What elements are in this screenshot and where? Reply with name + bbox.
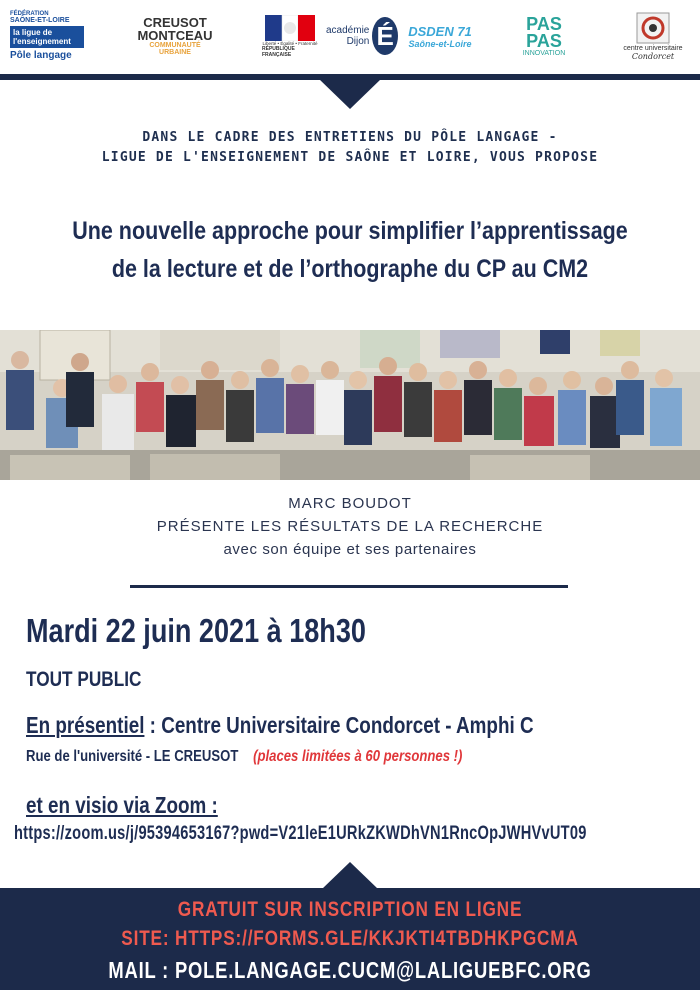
dsden-line1: DSDEN 71 — [408, 23, 472, 39]
footer-mail-link[interactable]: MAIL : POLE.LANGAGE.CUCM@LALIGUEBFC.ORG — [108, 957, 592, 983]
condorcet-logo — [614, 4, 692, 68]
creusot-montceau-logo — [130, 4, 220, 68]
paspas-line3: INNOVATION — [522, 49, 566, 57]
title-line1: Une nouvelle approche pour simplifier l’apprentissage — [72, 217, 628, 245]
footer-notch — [322, 862, 378, 889]
zoom-link[interactable]: https://zoom.us/j/95394653167?pwd=V21leE1URkZKWDhVN1RncOpJWHVvUT09 — [14, 823, 587, 844]
republique-motto: Liberté • Égalité • Fraternité — [262, 40, 318, 46]
group-photo — [0, 330, 700, 480]
speaker-block — [0, 492, 700, 561]
condorcet-line1: centre universitaire — [623, 45, 683, 52]
academie-line2: Dijon — [346, 36, 370, 47]
speaker-name: MARC BOUDOT — [288, 495, 412, 512]
section-divider — [130, 585, 568, 588]
paspas-line2: PAS — [526, 30, 562, 51]
intro-line2: LIGUE DE L'ENSEIGNEMENT DE SAÔNE ET LOIRE, VOUS PROPOSE — [101, 150, 599, 165]
pas-a-pas-logo — [508, 4, 580, 68]
main-title — [49, 212, 651, 288]
ligue-enseignement-logo — [10, 4, 90, 68]
speaker-sub: avec son équipe et ses partenaires — [223, 541, 477, 558]
creusot-line3: COMMUNAUTÉ — [149, 42, 201, 49]
logo-bar — [0, 0, 700, 75]
venue-name: : Centre Universitaire Condorcet - Amphi C — [144, 712, 534, 738]
group-photo-illustration — [0, 330, 700, 480]
ligue-logo-line4: Pôle langage — [10, 50, 72, 61]
dsden-logo — [404, 4, 476, 68]
creusot-line1: CREUSOT — [143, 15, 207, 30]
creusot-line4: URBAINE — [159, 49, 191, 56]
event-venue — [26, 712, 534, 739]
event-audience: TOUT PUBLIC — [26, 668, 142, 691]
venue-label: En présentiel — [26, 712, 145, 738]
paspas-line1: PAS — [526, 13, 562, 34]
visio-label: et en visio via Zoom : — [26, 792, 218, 818]
marianne-flag-icon — [265, 15, 315, 41]
address-text: Rue de l'université - LE CREUSOT — [26, 748, 239, 765]
republique-name: RÉPUBLIQUE FRANÇAISE — [262, 45, 295, 58]
ligue-logo-line3: la ligue de l'enseignement — [10, 26, 84, 48]
republique-francaise-logo — [262, 4, 318, 68]
footer-site-link[interactable]: SITE: HTTPS://FORMS.GLE/KKJKTI4TBDHKPGCMA — [121, 927, 579, 950]
title-line2: de la lecture et de l’orthographe du CP au CM2 — [111, 255, 589, 283]
academie-e-icon: É — [372, 17, 398, 55]
footer-registration: GRATUIT SUR INSCRIPTION EN LIGNE — [177, 898, 523, 921]
speaker-line: PRÉSENTE LES RÉSULTATS DE LA RECHERCHE — [156, 518, 544, 535]
top-notch — [319, 79, 381, 109]
places-limit: (places limitées à 60 personnes !) — [253, 748, 463, 765]
intro-line1: DANS LE CADRE DES ENTRETIENS DU PÔLE LANGAGE - — [142, 130, 558, 145]
event-date: Mardi 22 juin 2021 à 18h30 — [26, 612, 366, 649]
dsden-line2: Saône-et-Loire — [408, 38, 472, 49]
academie-line1: académie — [326, 25, 370, 36]
event-address — [26, 748, 462, 766]
intro-text — [0, 128, 700, 168]
academie-dijon-logo — [326, 4, 398, 68]
ligue-logo-line1: FÉDÉRATION — [10, 11, 49, 17]
ligue-logo-line2: SAÔNE-ET-LOIRE — [10, 17, 70, 24]
creusot-line2: MONTCEAU — [137, 28, 213, 43]
condorcet-emblem-icon — [635, 11, 671, 45]
condorcet-line2: Condorcet — [631, 52, 675, 61]
